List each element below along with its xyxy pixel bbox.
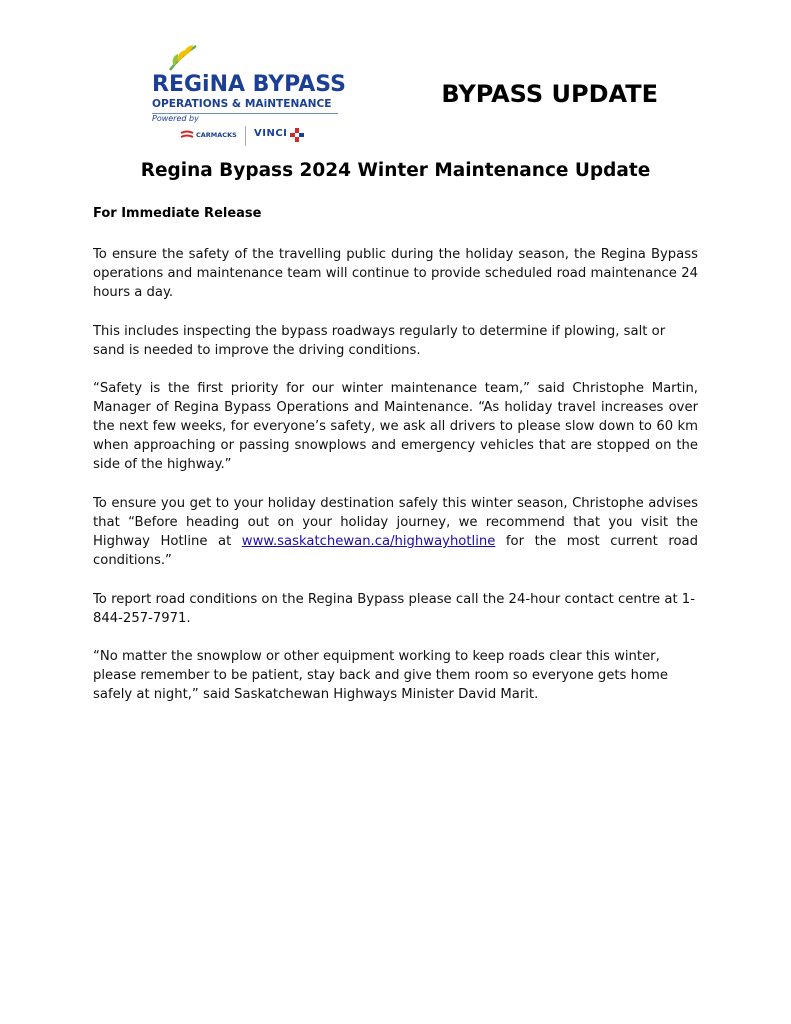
bypass-update-header: BYPASS UPDATE (441, 80, 658, 108)
logo-powered-by: Powered by (152, 114, 199, 123)
highway-hotline-link[interactable]: www.saskatchewan.ca/highwayhotline (241, 534, 496, 549)
body-paragraph-6: “No matter the snowplow or other equipment working to keep roads clear this winter, please remember to be patient, stay back and give them room so everyone gets home safely at night,” said Saskatchewan Highways Minister David Marit. (93, 649, 668, 702)
body-paragraph-5: To report road conditions on the Regina Bypass please call the 24-hour contact centre at 1-844-257-7971. (93, 592, 695, 626)
body-paragraph-4 (93, 494, 698, 570)
regina-bypass-logo (150, 42, 355, 150)
body-paragraph-1: To ensure the safety of the travelling public during the holiday season, the Regina Bypass operations and maintenance team will continue to provide scheduled road maintenance 24 hours a day. (93, 247, 698, 300)
logo-title: REGiNA BYPASS (152, 72, 346, 97)
carmacks-logo-icon (180, 130, 194, 140)
vinci-logo-icon (290, 128, 304, 142)
partner-vinci: VINCI (254, 128, 288, 139)
page-title: Regina Bypass 2024 Winter Maintenance Update (140, 160, 651, 181)
body-paragraph-3: “Safety is the first priority for our winter maintenance team,” said Christophe Martin, Manager of Regina Bypass Operations and Maintenance. “As holiday travel increases over the next few weeks, for everyone’s safety, we ask all drivers to please slow down to 60 km when approaching or passing snowplows and emergency vehicles that are stopped on the side of the highway.” (93, 381, 698, 472)
paragraph-4-text-end: for the most current road conditions.” (93, 534, 698, 568)
partner-divider (245, 126, 246, 146)
release-line: For Immediate Release (93, 206, 262, 221)
paragraph-4-text-start: To ensure you get to your holiday destination safely this winter season, Christophe advises that “Before heading out on your holiday journey, we recommend that you visit the Highway Hotline at (93, 496, 698, 549)
wheat-icon (166, 42, 200, 72)
partner-carmacks: CARMACKS (196, 131, 237, 139)
body-paragraph-2: This includes inspecting the bypass roadways regularly to determine if plowing, salt or sand is needed to improve the driving conditions. (93, 324, 666, 358)
logo-subtitle: OPERATIONS & MAiNTENANCE (152, 98, 332, 110)
